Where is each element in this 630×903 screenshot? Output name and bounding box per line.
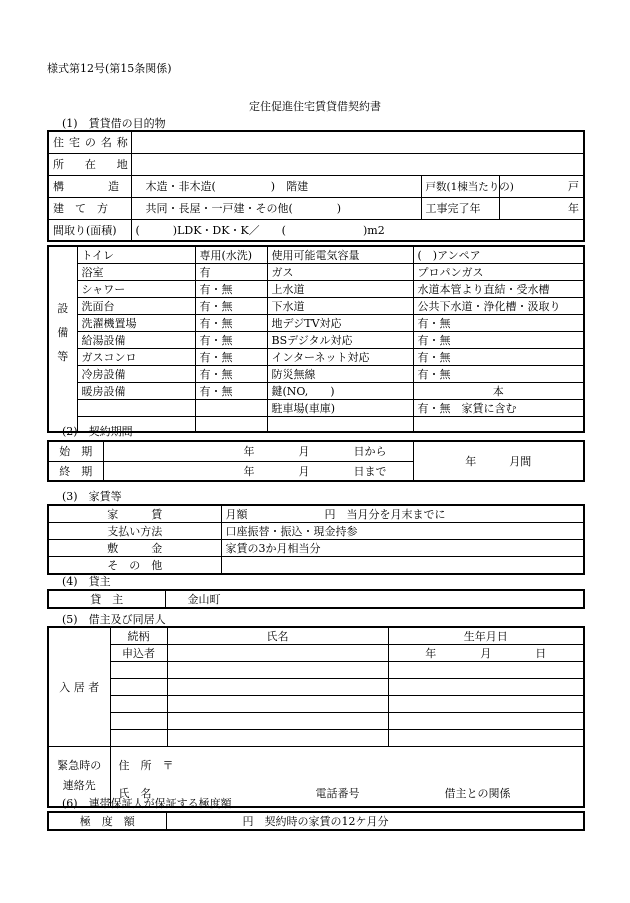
layout-value[interactable]: ( )LDK・DK・K／ ( )m2 <box>131 219 584 241</box>
lessor-table <box>47 589 585 609</box>
equip-value[interactable]: 有・無 <box>195 383 267 400</box>
equip-value[interactable] <box>413 417 584 433</box>
resident-name[interactable] <box>167 713 388 730</box>
equip-item: シャワー <box>77 281 195 298</box>
equip-value[interactable]: 有・無 <box>195 349 267 366</box>
equip-value[interactable]: 有・無 <box>195 366 267 383</box>
equip-value[interactable]: 有・無 <box>413 349 584 366</box>
other-label: そ の 他 <box>48 557 221 575</box>
section-2-heading: (2) 契約期間 <box>62 425 133 438</box>
guarantee-table <box>47 811 585 831</box>
equip-value[interactable]: 有・無 <box>413 332 584 349</box>
layout-label: 間取り(面積) <box>48 219 131 241</box>
rent-label: 家 賃 <box>48 505 221 523</box>
emergency-phone: 電話番号 <box>315 787 360 800</box>
duration-value[interactable]: 年 月間 <box>413 441 584 481</box>
col-relationship: 続柄 <box>110 627 167 645</box>
equip-value[interactable]: 有・無 <box>195 315 267 332</box>
document-title: 定住促進住宅賃貸借契約書 <box>249 100 381 113</box>
resident-label: 入 居 者 <box>48 627 110 747</box>
equip-item: 防災無線 <box>267 366 413 383</box>
name-label: 住宅の名称 <box>48 131 131 153</box>
property-table <box>47 130 585 242</box>
end-value[interactable]: 年 月 日まで <box>103 461 413 481</box>
contract-period-table <box>47 440 585 482</box>
address-label: 所 在 地 <box>48 153 131 175</box>
equip-item: インターネット対応 <box>267 349 413 366</box>
resident-relation[interactable] <box>110 730 167 747</box>
emergency-contact-label: 緊急時の連絡先 <box>48 747 110 807</box>
resident-name[interactable] <box>167 679 388 696</box>
equip-item: 鍵(NO, ) <box>267 383 413 400</box>
equip-item: 使用可能電気容量 <box>267 246 413 264</box>
equipment-table <box>47 245 585 433</box>
equip-value[interactable]: プロパンガス <box>413 264 584 281</box>
col-birthdate: 生年月日 <box>388 627 584 645</box>
address-field[interactable] <box>131 153 584 175</box>
payment-method-label: 支払い方法 <box>48 523 221 540</box>
equip-value[interactable]: 本 <box>413 383 584 400</box>
section-5-heading: (5) 借主及び同居人 <box>62 613 166 626</box>
equip-item: 冷房設備 <box>77 366 195 383</box>
applicant-name[interactable] <box>167 645 388 662</box>
resident-relation[interactable] <box>110 713 167 730</box>
equip-item: 駐車場(車庫) <box>267 400 413 417</box>
rent-value[interactable]: 月額 円 当月分を月末までに <box>221 505 584 523</box>
section-6-heading: (6) 連帯保証人が保証する極度額 <box>62 797 232 810</box>
equip-value[interactable]: 専用(水洗) <box>195 246 267 264</box>
lessor-value[interactable]: 金山町 <box>165 590 584 608</box>
resident-birthdate[interactable] <box>388 713 584 730</box>
emergency-name: 氏 名 <box>118 787 152 800</box>
end-label: 終 期 <box>48 461 103 481</box>
resident-birthdate[interactable] <box>388 662 584 679</box>
equip-value[interactable]: 有・無 家賃に含む <box>413 400 584 417</box>
resident-birthdate[interactable] <box>388 696 584 713</box>
resident-birthdate[interactable] <box>388 730 584 747</box>
equip-item: ガス <box>267 264 413 281</box>
structure-label: 構 造 <box>48 175 131 197</box>
col-name: 氏名 <box>167 627 388 645</box>
units-unit[interactable]: 戸 <box>499 175 584 197</box>
max-amount-label: 極 度 額 <box>48 812 166 830</box>
equip-value[interactable] <box>195 400 267 417</box>
name-field[interactable] <box>131 131 584 153</box>
resident-name[interactable] <box>167 696 388 713</box>
other-value[interactable] <box>221 557 584 575</box>
emergency-relation: 借主との関係 <box>444 787 511 800</box>
start-value[interactable]: 年 月 日から <box>103 441 413 461</box>
equip-value[interactable]: 有・無 <box>413 366 584 383</box>
equip-item: 洗濯機置場 <box>77 315 195 332</box>
start-label: 始 期 <box>48 441 103 461</box>
max-amount-value[interactable]: 円 契約時の家賃の12ケ月分 <box>166 812 584 830</box>
emergency-address: 住 所 〒 <box>118 759 174 772</box>
equip-item <box>77 400 195 417</box>
applicant-label: 申込者 <box>110 645 167 662</box>
equip-item <box>267 417 413 433</box>
form-number: 様式第12号(第15条関係) <box>47 62 172 75</box>
equip-item: 洗面台 <box>77 298 195 315</box>
building-value[interactable]: 共同・長屋・一戸建・その他( ) <box>131 197 421 219</box>
section-3-heading: (3) 家賃等 <box>62 490 122 503</box>
deposit-value[interactable]: 家賃の3か月相当分 <box>221 540 584 557</box>
equip-value[interactable]: 公共下水道・浄化槽・汲取り <box>413 298 584 315</box>
completion-label: 工事完了年 <box>421 197 499 219</box>
completion-unit[interactable]: 年 <box>499 197 584 219</box>
resident-relation[interactable] <box>110 696 167 713</box>
equip-value[interactable]: 有・無 <box>195 281 267 298</box>
units-label: 戸数(1棟当たりの) <box>421 175 499 197</box>
equip-value[interactable]: 水道本管より直結・受水槽 <box>413 281 584 298</box>
equip-value[interactable]: 有 <box>195 264 267 281</box>
equipment-label: 設備等 <box>48 246 77 432</box>
equip-item: 給湯設備 <box>77 332 195 349</box>
equip-value[interactable] <box>195 417 267 433</box>
tenant-table <box>47 626 585 808</box>
applicant-birthdate[interactable]: 年 月 日 <box>388 645 584 662</box>
structure-value[interactable]: 木造・非木造( ) 階建 <box>131 175 421 197</box>
lessor-label: 貸 主 <box>48 590 165 608</box>
equip-item: 暖房設備 <box>77 383 195 400</box>
resident-name[interactable] <box>167 730 388 747</box>
deposit-label: 敷 金 <box>48 540 221 557</box>
equip-item: 上水道 <box>267 281 413 298</box>
equip-item: 浴室 <box>77 264 195 281</box>
equip-item: ガスコンロ <box>77 349 195 366</box>
resident-relation[interactable] <box>110 662 167 679</box>
equip-item: BSデジタル対応 <box>267 332 413 349</box>
equip-item: 下水道 <box>267 298 413 315</box>
equip-item: 地デジTV対応 <box>267 315 413 332</box>
equip-value[interactable]: 有・無 <box>195 332 267 349</box>
equip-value[interactable]: ( )アンペア <box>413 246 584 264</box>
section-4-heading: (4) 貸主 <box>62 575 111 588</box>
equip-value[interactable]: 有・無 <box>195 298 267 315</box>
resident-relation[interactable] <box>110 679 167 696</box>
equip-value[interactable]: 有・無 <box>413 315 584 332</box>
payment-method-value[interactable]: 口座振替・振込・現金持参 <box>221 523 584 540</box>
equip-item: トイレ <box>77 246 195 264</box>
rent-table <box>47 504 585 575</box>
building-label: 建 て 方 <box>48 197 131 219</box>
resident-birthdate[interactable] <box>388 679 584 696</box>
section-1-heading: (1) 賃貸借の目的物 <box>62 117 166 130</box>
resident-name[interactable] <box>167 662 388 679</box>
